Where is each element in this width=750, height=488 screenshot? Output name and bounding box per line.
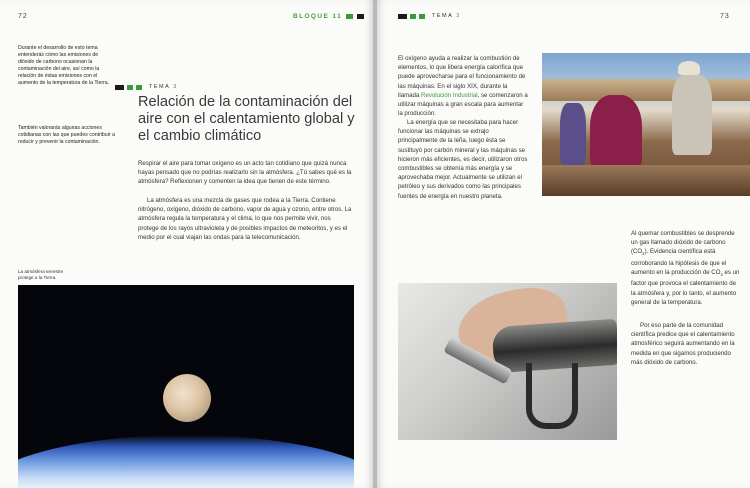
text-run: Al quemar combustibles se desprende un gas llamado dióxido de carbono (CO <box>631 230 735 256</box>
tema-square-icon <box>410 14 416 19</box>
tema-square-icon <box>398 14 407 19</box>
body-paragraph: La energía que se necesitaba para hacer funcionar las máquinas se extrajo principalmente de la leña, luego ésta se sustituyó por carbón mineral y las máquinas se hicieron más eficientes, es decir, utilizaron otros combustibles se obtenía más energía y se aprovechaba mejor. Actualmente se utilizan el petróleo y sus derivados como las principales fuentes de energía en nuestro planeta. <box>398 119 528 200</box>
text-run: es un factor que provoca el calentamiento de la atmósfera y, por lo tanto, el aumento general de la temperatura. <box>631 269 740 306</box>
intro-text: También valorarás algunas acciones cotidianas con las que puedes contribuir a reducir y prevenir la contaminación. <box>18 125 115 145</box>
right-page <box>377 0 750 488</box>
vendor-figure <box>672 75 712 155</box>
text-run: El oxígeno ayuda a realizar la combustión de elementos, lo que libera energía calorífica que puede aprovecharse para el funcionamiento de las máquinas. En el siglo XIX, durante la llamada <box>398 55 526 99</box>
tema-square-icon <box>136 85 142 90</box>
block-header <box>293 13 364 20</box>
body-paragraph <box>631 229 742 307</box>
hat <box>678 61 700 75</box>
text-run: ). Evidencia científica está corroborando la hipótesis de que el aumento en la producción de CO <box>631 248 727 277</box>
tema-text: TEMA <box>149 84 171 90</box>
glossary-link[interactable]: Revolución Industrial <box>421 91 478 99</box>
body-paragraph: Respirar el aire para tomar oxígeno es un acto tan cotidiano que quizá nunca hayas pensado que no podrías realizarlo sin la atmósfera. ¿Tú sabes qué es la atmósfera? Reflexionen y comenten la idea que tienen de este término. <box>138 160 352 186</box>
block-square-icon <box>357 14 364 19</box>
tema-text: TEMA <box>432 13 454 19</box>
subscript: 2 <box>720 272 723 278</box>
market-roof <box>542 79 750 101</box>
tema-number: 3 <box>173 84 178 90</box>
vendor-figure <box>560 103 586 173</box>
tema-number: 3 <box>456 13 461 19</box>
atmosphere-horizon <box>18 435 354 488</box>
page-number: 72 <box>18 13 28 20</box>
page-title: Relación de la contaminación del aire con el calentamiento global y el cambio climático <box>138 94 355 144</box>
left-page <box>0 0 373 488</box>
body-paragraph: Por eso parte de la comunidad científica predice que el calentamiento atmosférico seguirá aumentando en la medida en que sigamos produciendo más dióxido de carbono. <box>631 322 735 366</box>
tema-label <box>398 13 461 19</box>
page-number: 73 <box>720 13 730 20</box>
block-square-icon <box>346 14 353 19</box>
tema-square-icon <box>419 14 425 19</box>
tema-square-icon <box>115 85 124 90</box>
photo-caption: La atmósfera terrestre protege a la Tierra. <box>18 269 64 281</box>
tema-square-icon <box>127 85 133 90</box>
market-photo <box>542 53 750 196</box>
nozzle-trigger <box>526 363 578 429</box>
subscript: 2 <box>642 251 645 257</box>
body-paragraph <box>398 54 528 118</box>
tema-label <box>115 84 178 90</box>
fuel-pump-photo <box>398 283 617 440</box>
moon <box>163 374 211 422</box>
text-run: , se comenzaron a utilizar máquinas a gran escala para aumentar la producción. <box>398 91 528 118</box>
vendor-figure <box>590 95 642 173</box>
market-table <box>542 165 750 196</box>
intro-text: Durante el desarrollo de esto tema entenderás cómo las emisiones de dióxido de carbono ocasionan la contaminación del aire, así como la relación de éstas emisiones con el aumento de la temperatura de la Tierra. <box>18 45 110 86</box>
earth-moon-photo <box>18 285 354 488</box>
body-paragraph: La atmósfera es una mezcla de gases que rodea a la Tierra. Contiene nitrógeno, oxígeno, dióxido de carbono, vapor de agua y ozono, entre otros. La atmósfera regula la temperatura y el clima, lo que nos permite vivir, nos protege de los rayos ultravioleta y de posibles impactos de meteoritos, y es el medio por el cual viajan las ondas para la telecomunicación. <box>138 197 352 241</box>
block-label: BLOQUE 11 <box>293 13 343 20</box>
